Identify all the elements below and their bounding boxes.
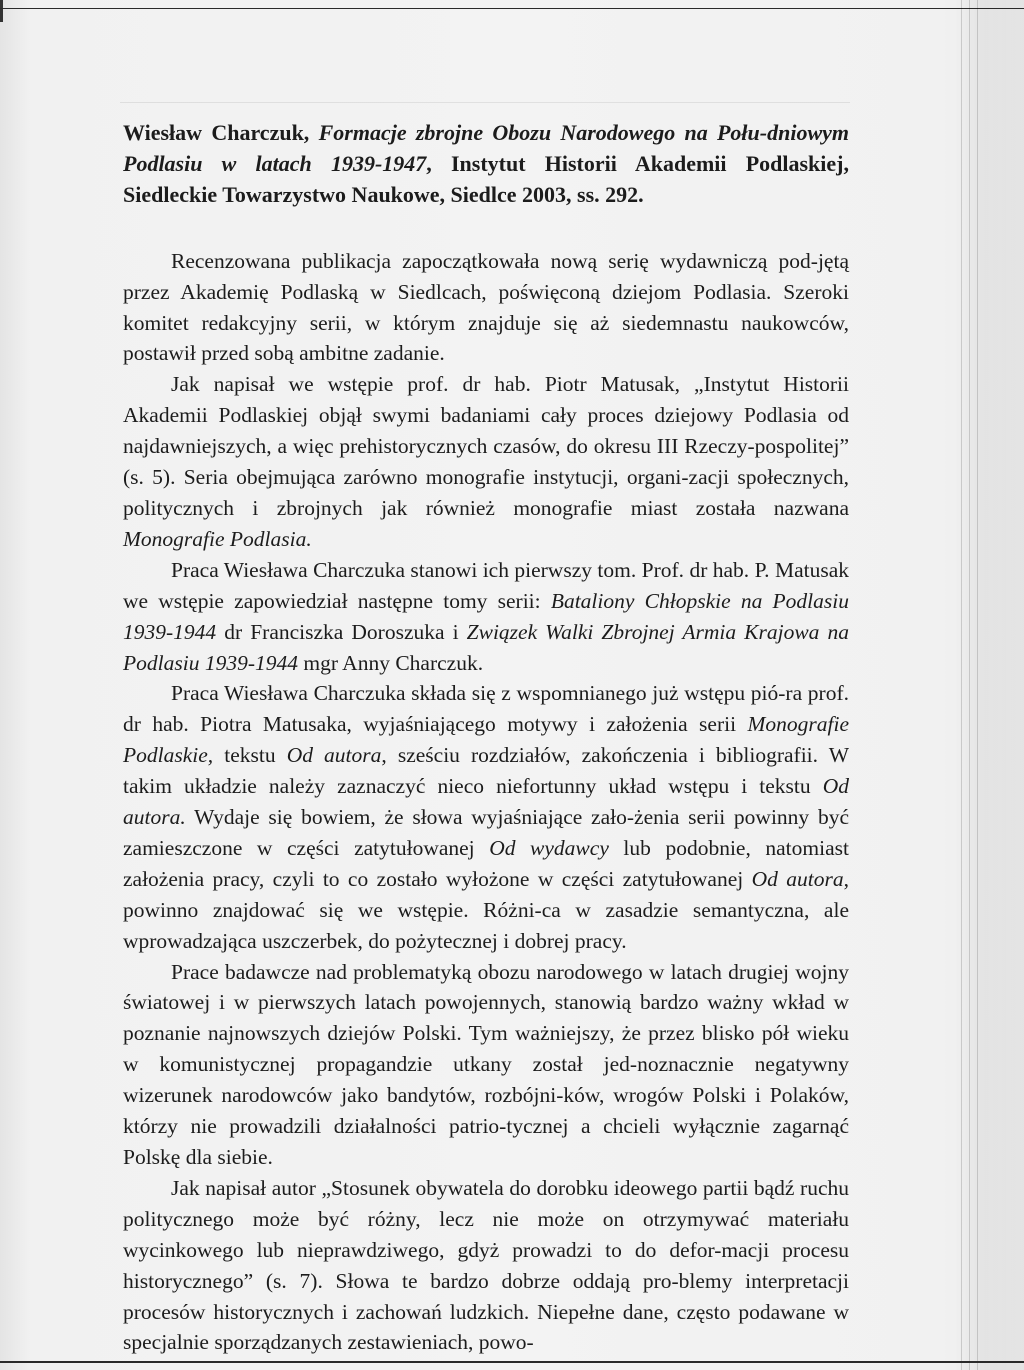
bleed-through-rule (120, 102, 850, 103)
top-rule (0, 8, 1024, 9)
scan-edge-mark (0, 0, 3, 22)
review-text (123, 118, 849, 1358)
paragraph-5: Prace badawcze nad problematyką obozu narodowego w latach drugiej wojny światowej i w pierwszych latach powojennych, stanowią bardzo ważny wkład w poznanie najnowszych dziejów Polski. Tym ważniejszy, że przez blisko pół wieku w komunistycznej propagandzie utkany został jed-noznacznie negatywny wizerunek narodowców jako bandytów, rozbójni-ków, wrogów Polski i Polaków, którzy nie prowadzili działalności patrio-tycznej a chcieli wyłącznie zagarnąć Polskę dla siebie. (123, 959, 849, 1169)
review-heading (123, 118, 849, 211)
bottom-rule (0, 1361, 1024, 1363)
paragraph-4: Praca Wiesława Charczuka składa się z wspomnianego już wstępu pió-ra prof. dr hab. Piotra Matusaka, wyjaśniającego motywy i założenia serii Monografie Podlaskie, tekstu Od autora, sześciu rozdziałów, zakończenia i bibliografii. W takim układzie należy zaznaczyć nieco niefortunny układ wstępu i tekstu Od autora. Wydaje się bowiem, że słowa wyjaśniające zało-żenia serii powinny być zamieszczone w części zatytułowanej Od wydawcy lub podobnie, natomiast założenia pracy, czyli to co zostało wyłożone w części zatytułowanej Od autora, powinno znajdować się we wstępie. Różni-ca w zasadzie semantyczna, ale wprowadzająca uszczerbek, do pożytecznej i dobrej pracy. (123, 681, 850, 953)
book-publisher: , Instytut Historii Akademii Podlaskiej, Siedleckie Towarzystwo Naukowe, Siedlce 2003, ss. 292. (123, 150, 849, 207)
book-title: Formacje zbrojne Obozu Narodowego na Połu-dniowym Podlasiu w latach 1939-1947 (123, 120, 850, 176)
paragraph-3: Praca Wiesława Charczuka stanowi ich pierwszy tom. Prof. dr hab. P. Matusak we wstępie zapowiedział następne tomy serii: Bataliony Chłopskie na Podlasiu 1939-1944 dr Franciszka Doroszuka i Związek Walki Zbrojnej Armia Krajowa na Podlasiu 1939-1944 mgr Anny Charczuk. (123, 557, 849, 675)
paragraph-2: Jak napisał we wstępie prof. dr hab. Piotr Matusak, „Instytut Historii Akademii Podlaskiej objął swymi badaniami cały proces dziejowy Podlasia od najdawniejszych, a więc prehistorycznych czasów, do okresu III Rzeczy-pospolitej” (s. 5). Seria obejmująca zarówno monografie instytucji, organi-zacji społecznych, politycznych i zbrojnych jak również monografie miast została nazwana Monografie Podlasia. (123, 372, 849, 551)
page-spine-shadow (955, 0, 1024, 1370)
paragraph-6: Jak napisał autor „Stosunek obywatela do dorobku ideowego partii bądź ruchu politycznego może być różny, lecz nie może on otrzymywać materiału wycinkowego lub nieprawdziwego, gdyż prowadzi to do defor-macji procesu historycznego” (s. 7). Słowa te bardzo dobrze oddają pro-blemy interpretacji procesów historycznych i zachowań ludzkich. Niepełne dane, często podawane w specjalnie sporządzanych zestawieniach, powo- (123, 1175, 849, 1355)
book-author: Wiesław Charczuk, (123, 120, 319, 145)
paragraph-1: Recenzowana publikacja zapoczątkowała nową serię wydawniczą pod-jętą przez Akademię Podlaską w Siedlcach, poświęconą dziejom Podlasia. Szeroki komitet redakcyjny serii, w którym znajduje się aż siedemnastu naukowców, postawił przed sobą ambitne zadanie. (123, 248, 849, 366)
